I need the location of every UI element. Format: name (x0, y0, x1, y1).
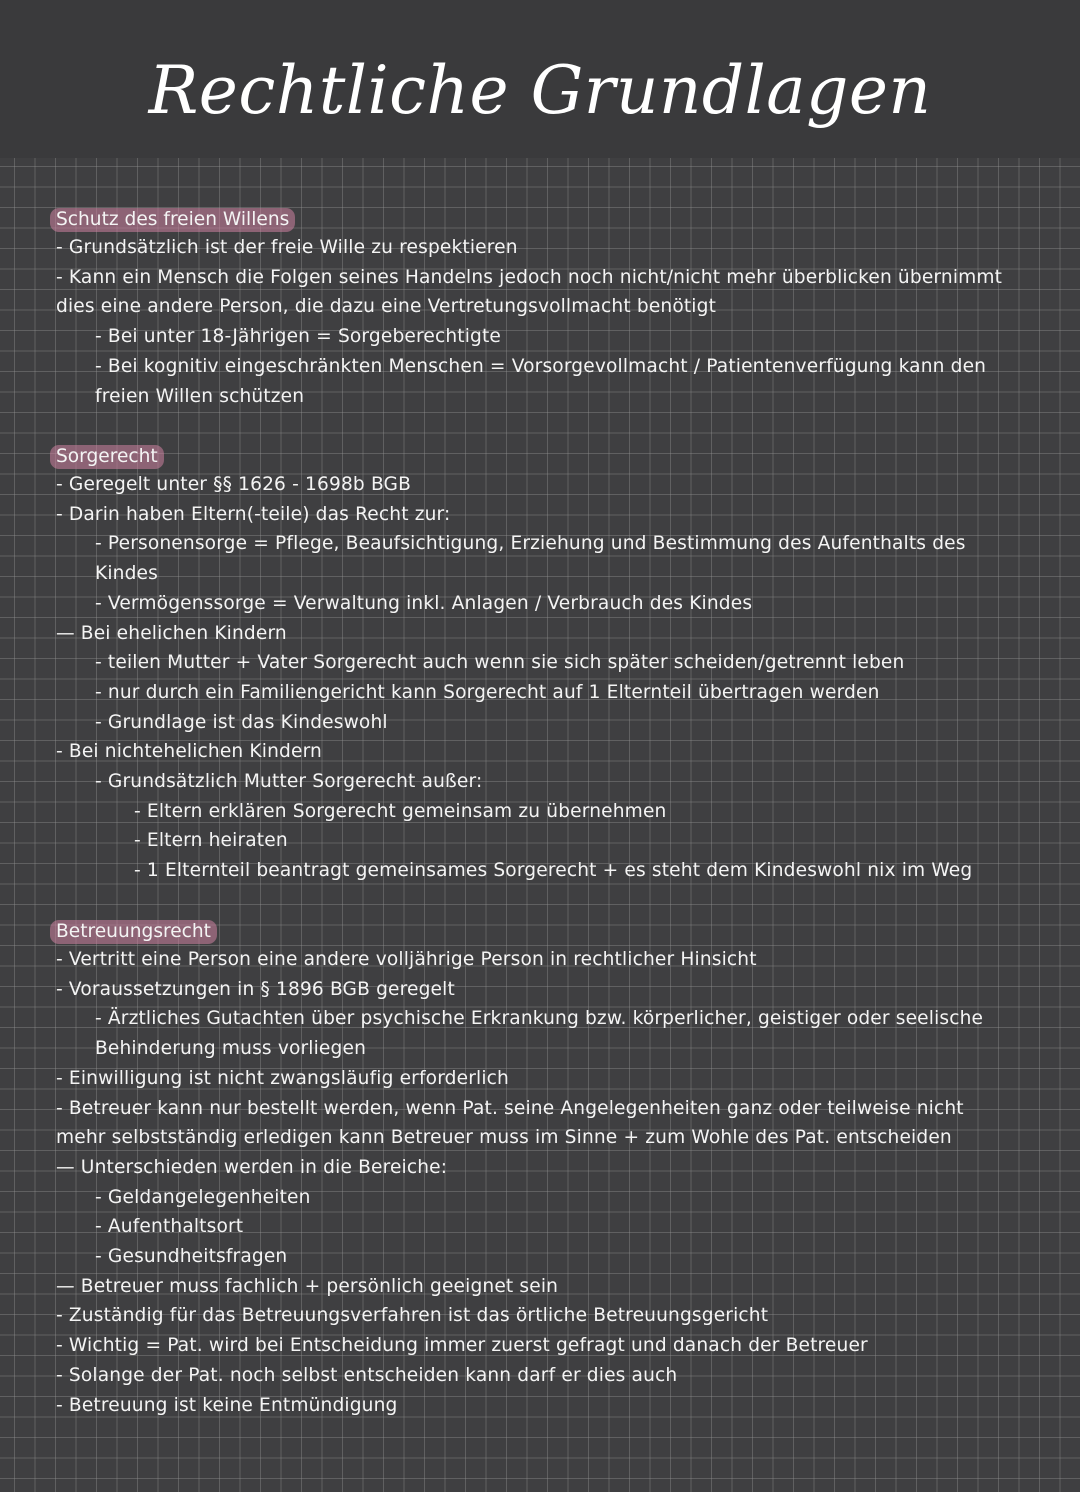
note-line: - Ärztliches Gutachten über psychische Erkrankung bzw. körperlicher, geistiger oder seelische (95, 1008, 984, 1030)
note-line: - Geldangelegenheiten (95, 1186, 311, 1208)
note-line: Kindes (95, 563, 158, 585)
note-line: - Vertritt eine Person eine andere volljährige Person in rechtlicher Hinsicht (56, 949, 757, 970)
note-line: - 1 Elternteil beantragt gemeinsames Sorgerecht + es steht dem Kindeswohl nix im Weg (134, 860, 973, 882)
note-line: - Aufenthaltsort (95, 1216, 244, 1238)
note-line: - Gesundheitsfragen (95, 1246, 288, 1267)
note-line: - Voraussetzungen in § 1896 BGB geregelt (56, 978, 455, 1000)
note-line: - nur durch ein Familiengericht kann Sorgerecht auf 1 Elternteil übertragen werden (95, 681, 880, 703)
note-line: - Grundsätzlich Mutter Sorgerecht außer: (95, 771, 483, 792)
note-line: - Solange der Pat. noch selbst entscheiden kann darf er dies auch (56, 1364, 678, 1386)
note-line: - Geregelt unter §§ 1626 - 1698b BGB (56, 474, 411, 495)
note-line: - Personensorge = Pflege, Beaufsichtigung, Erziehung und Bestimmung des Aufenthalts des (95, 533, 966, 555)
note-line: - Vermögenssorge = Verwaltung inkl. Anlagen / Verbrauch des Kindes (95, 592, 753, 614)
note-line: - Bei nichtehelichen Kindern (56, 741, 322, 763)
note-line: Behinderung muss vorliegen (95, 1038, 367, 1060)
note-line: - Eltern erklären Sorgerecht gemeinsam zu übernehmen (134, 800, 667, 822)
note-line: - Grundsätzlich ist der freie Wille zu respektieren (56, 237, 518, 258)
page-title: Rechtliche Grundlagen (148, 52, 932, 129)
note-line: — Betreuer muss fachlich + persönlich geeignet sein (56, 1275, 559, 1297)
note-line: - Grundlage ist das Kindeswohl (95, 711, 388, 733)
title-header (0, 0, 1080, 158)
note-line: — Unterschieden werden in die Bereiche: (56, 1156, 448, 1178)
note-line: - Bei unter 18-Jährigen = Sorgeberechtigte (95, 326, 502, 348)
note-line: - Darin haben Eltern(-teile) das Recht zur: (56, 503, 451, 525)
note-line: - Eltern heiraten (134, 830, 288, 852)
section-heading: Betreuungsrecht (50, 920, 217, 944)
note-line: - teilen Mutter + Vater Sorgerecht auch wenn sie sich später scheiden/getrennt leben (95, 652, 905, 674)
note-line: mehr selbstständig erledigen kann Betreuer muss im Sinne + zum Wohle des Pat. entscheiden (56, 1127, 952, 1149)
note-line: dies eine andere Person, die dazu eine Vertretungsvollmacht benötigt (56, 296, 717, 318)
section-heading: Sorgerecht (50, 445, 164, 469)
note-line: freien Willen schützen (95, 385, 305, 407)
note-line: - Bei kognitiv eingeschränkten Menschen = Vorsorgevollmacht / Patientenverfügung kann den (95, 355, 987, 377)
note-line: — Bei ehelichen Kindern (56, 622, 287, 644)
note-line: - Einwilligung ist nicht zwangsläufig erforderlich (56, 1067, 509, 1089)
note-line: - Kann ein Mensch die Folgen seines Handelns jedoch noch nicht/nicht mehr überblicken übernimmt (56, 266, 1003, 288)
section-heading: Schutz des freien Willens (50, 208, 295, 232)
note-line: - Betreuung ist keine Entmündigung (56, 1394, 398, 1416)
note-line: - Zuständig für das Betreuungsverfahren ist das örtliche Betreuungsgericht (56, 1305, 769, 1327)
note-line: - Betreuer kann nur bestellt werden, wenn Pat. seine Angelegenheiten ganz oder teilweise nicht (56, 1097, 964, 1119)
note-line: - Wichtig = Pat. wird bei Entscheidung immer zuerst gefragt und danach der Betreuer (56, 1335, 868, 1357)
